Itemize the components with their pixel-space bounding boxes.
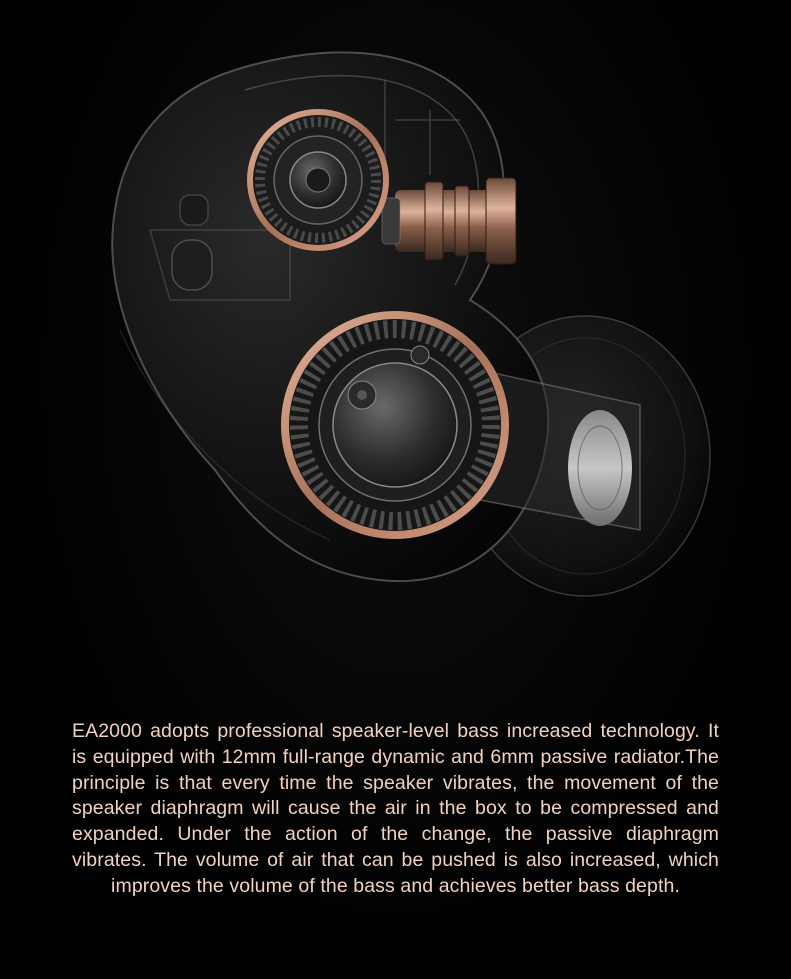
mmcx-connector (382, 178, 516, 264)
passive-radiator-driver (250, 112, 386, 248)
product-description: EA2000 adopts professional speaker-level bass increased technology. It is equipped with 12mm full-range dynamic and 6mm passive radiator.The principle is that every time the speaker vibrates, the movement of the speaker diaphragm will cause the air in the box to be compressed and expanded. Under the action of the change, the passive diaphragm vibrates. The volume of air that can be pushed is also increased, which improves the volume of the bass and achieves better bass depth. (72, 720, 719, 897)
dynamic-driver (285, 315, 505, 535)
